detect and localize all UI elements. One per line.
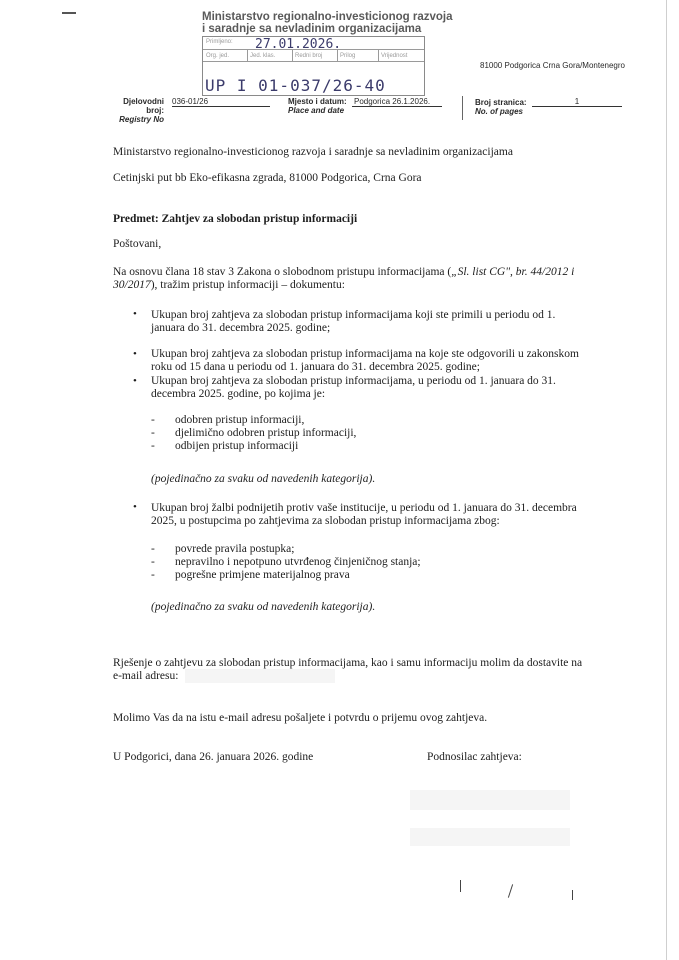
stamp-reg-number: UP I 01-037/26-40	[205, 76, 386, 95]
pages-label: Broj stranica: No. of pages	[475, 98, 527, 116]
intro-paragraph: Na osnovu člana 18 stav 3 Zakona o slobodnom pristupu informacijama („Sl. list CG", br. 44/2012 i 30/2017), tražim pristup informaciji – dokumentu:	[113, 266, 575, 291]
list-item: - nepravilno i nepotpuno utvrđenog činjeničnog stanja;	[151, 556, 421, 568]
list-item: - djelimično odobren pristup informaciji,	[151, 427, 357, 439]
redacted-signature	[410, 790, 570, 810]
list-item: Ukupan broj zahtjeva za slobodan pristup informacijama koji ste primili u periodu od 1. januara do 31. decembra 2025. godine;	[151, 309, 556, 334]
place-value: Podgorica 26.1.2026.	[352, 97, 442, 107]
place-label: Mjesto i datum: Place and date	[288, 97, 347, 115]
list-item: - odbijen pristup informaciji	[151, 440, 299, 452]
stamp-title: Ministarstvo regionalno-investicionog razvoja i saradnje sa nevladinim organizacijama	[202, 11, 453, 35]
scan-edge	[666, 0, 667, 960]
list-item: Ukupan broj zahtjeva za slobodan pristup informacijama na koje ste odgovorili u zakonskom roku od 15 dana u periodu od 1. januara do 31. decembra 2025. godine;	[151, 348, 579, 373]
bullet-icon: •	[133, 308, 137, 320]
place-date: U Podgorici, dana 26. januara 2026. godine	[113, 751, 314, 763]
dash-list	[151, 414, 356, 453]
list-item: Ukupan broj žalbi podnijetih protiv vaše institucije, u periodu od 1. januara do 31. decembra 2025, u postupcima po zahtjevima za slobodan pristup informacijama zbog:	[151, 502, 577, 527]
sender-address: 81000 Podgorica Crna Gora/Montenegro	[480, 61, 625, 70]
registration-stamp: Primljeno: Org. jed. Jed. klas. Redni broj Prilog Vrijednost	[202, 36, 425, 96]
list-item: Ukupan broj zahtjeva za slobodan pristup informacijama, u periodu od 1. januara do 31. decembra 2025. godine, po kojima je:	[151, 375, 556, 400]
category-note: (pojedinačno za svaku od navedenih kategorija).	[151, 473, 376, 485]
recipient-name: Ministarstvo regionalno-investicionog razvoja i saradnje sa nevladinim organizacijama	[113, 146, 513, 158]
bullet-icon: •	[133, 375, 137, 387]
signature-stroke	[508, 884, 513, 898]
registry-value: 036-01/26	[172, 97, 270, 107]
registry-label: Djelovodni broj: Registry No	[119, 97, 164, 124]
redacted-email	[185, 669, 335, 683]
divider-mark	[462, 96, 463, 120]
recipient-address: Cetinjski put bb Eko-efikasna zgrada, 81000 Podgorica, Crna Gora	[113, 172, 422, 184]
signature-stroke	[572, 890, 573, 900]
list-item: - povrede pravila postupka;	[151, 543, 295, 555]
salutation: Poštovani,	[113, 238, 162, 250]
closing-paragraph: Rješenje o zahtjevu za slobodan pristup informacijama, kao i samu informaciju molim da dostavite na e-mail adresu:	[113, 657, 583, 682]
confirmation-request: Molimo Vas da na istu e-mail adresu pošaljete i potvrdu o prijemu ovog zahtjeva.	[113, 712, 488, 724]
scan-mark	[62, 12, 76, 14]
list-item: - pogrešne primjene materijalnog prava	[151, 569, 350, 581]
signature-label: Podnosilac zahtjeva:	[427, 751, 522, 763]
dash-list	[151, 543, 421, 582]
signature-stroke	[460, 880, 461, 892]
bullet-icon: •	[133, 348, 137, 360]
stamp-received-date: 27.01.2026.	[255, 37, 342, 52]
subject: Predmet: Zahtjev za slobodan pristup informaciji	[113, 213, 358, 225]
stamp-received-label: Primljeno:	[206, 39, 233, 45]
redacted-signature	[410, 828, 570, 846]
category-note: (pojedinačno za svaku od navedenih kategorija).	[151, 601, 376, 613]
pages-value: 1	[532, 97, 622, 107]
list-item: - odobren pristup informaciji,	[151, 414, 305, 426]
bullet-icon: •	[133, 501, 137, 513]
